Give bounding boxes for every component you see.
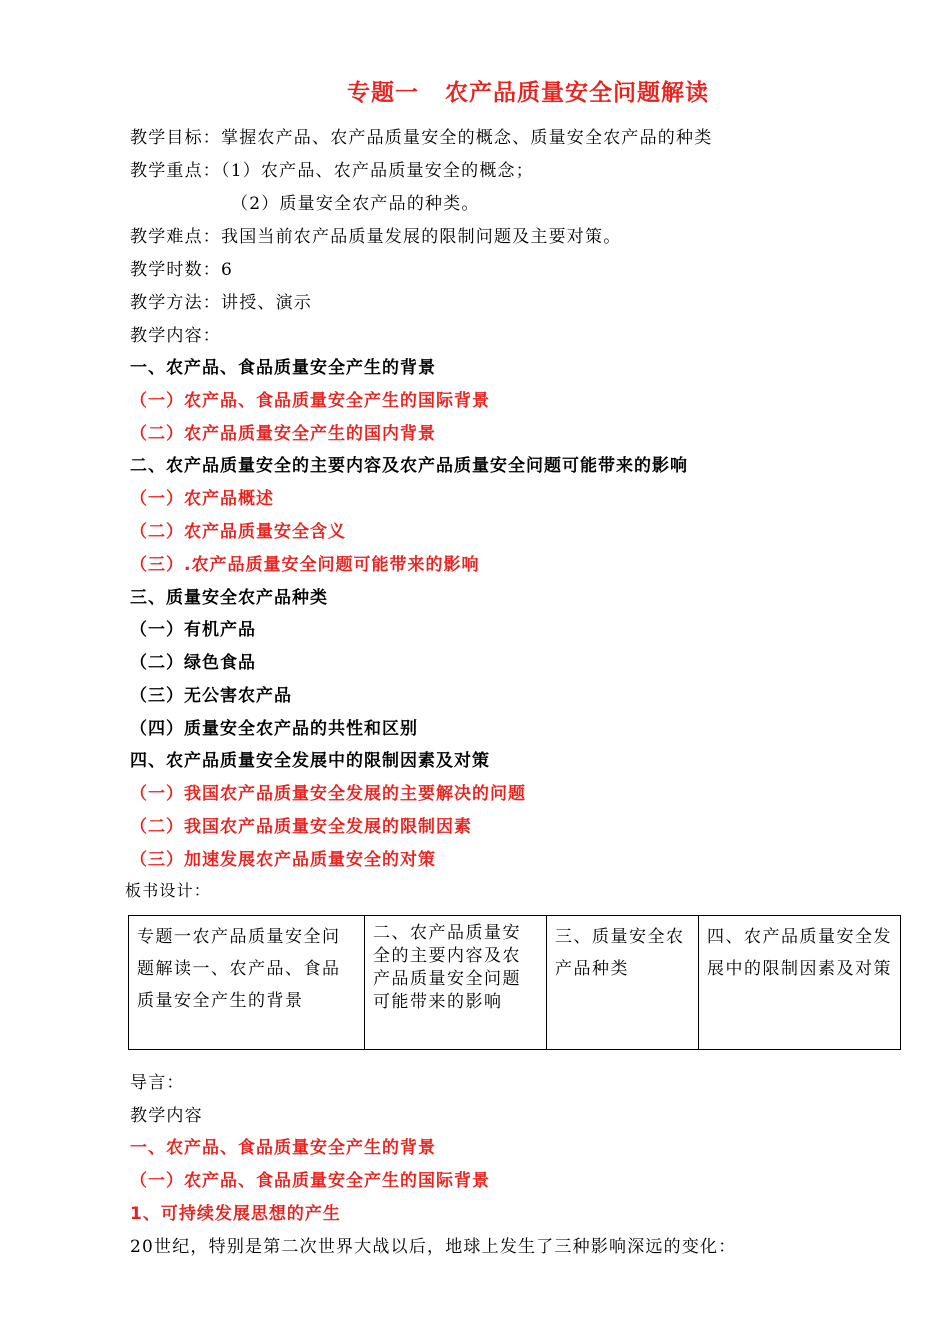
- outline-item: （二）农产品质量安全产生的国内背景: [130, 424, 436, 444]
- outline-item: （三）无公害农产品: [130, 686, 292, 706]
- outline-item: （一）农产品概述: [130, 489, 274, 509]
- outline-item: （二）农产品质量安全含义: [130, 522, 346, 542]
- point-heading: 1、可持续发展思想的产生: [130, 1204, 341, 1224]
- outline-item: （二）绿色食品: [130, 653, 256, 673]
- board-cell: 四、农产品质量安全发展中的限制因素及对策: [699, 916, 901, 1050]
- body-paragraph: 20世纪，特别是第二次世界大战以后，地球上发生了三种影响深远的变化：: [130, 1237, 737, 1257]
- outline-item: （一）有机产品: [130, 620, 256, 640]
- outline-item: 四、农产品质量安全发展中的限制因素及对策: [130, 751, 490, 771]
- title-part2: 农产品质量安全问题解读: [445, 79, 709, 106]
- outline-item: 三、质量安全农产品种类: [130, 588, 328, 608]
- outline-item: （四）质量安全农产品的共性和区别: [130, 719, 418, 739]
- body-content-label: 教学内容: [130, 1106, 203, 1126]
- outline-item: （一）农产品、食品质量安全产生的国际背景: [130, 391, 490, 411]
- outline-item: （二）我国农产品质量安全发展的限制因素: [130, 817, 472, 837]
- outline-item: 一、农产品、食品质量安全产生的背景: [130, 358, 436, 378]
- teaching-content-label: 教学内容：: [130, 326, 221, 346]
- teaching-difficulty: 教学难点：我国当前农产品质量发展的限制问题及主要对策。: [130, 227, 622, 247]
- intro-label: 导言：: [130, 1073, 185, 1093]
- teaching-focus-1: 教学重点：（1）农产品、农产品质量安全的概念；: [130, 161, 534, 181]
- outline-item: 二、农产品质量安全的主要内容及农产品质量安全问题可能带来的影响: [130, 456, 688, 476]
- table-row: [129, 916, 901, 1050]
- teaching-focus-2: （2）质量安全农产品的种类。: [231, 194, 480, 214]
- section-heading: 一、农产品、食品质量安全产生的背景: [130, 1138, 436, 1158]
- subsection-heading: （一）农产品、食品质量安全产生的国际背景: [130, 1171, 490, 1191]
- title-part1: 专题一: [347, 79, 419, 106]
- outline-item: （一）我国农产品质量安全发展的主要解决的问题: [130, 784, 526, 804]
- board-design-table: [128, 915, 901, 1050]
- board-cell: 三、质量安全农产品种类: [547, 916, 699, 1050]
- document-title: [347, 74, 709, 107]
- board-design-label: 板书设计：: [125, 881, 212, 900]
- teaching-goal: 教学目标：掌握农产品、农产品质量安全的概念、质量安全农产品的种类: [130, 128, 713, 148]
- teaching-hours: 教学时数：6: [130, 260, 234, 280]
- teaching-method: 教学方法：讲授、演示: [130, 293, 312, 313]
- outline-item: （三）.农产品质量安全问题可能带来的影响: [130, 555, 480, 575]
- outline-item: （三）加速发展农产品质量安全的对策: [130, 850, 436, 870]
- board-cell: 二、农产品质量安全的主要内容及农产品质量安全问题可能带来的影响: [365, 916, 547, 1050]
- board-cell: 专题一农产品质量安全问题解读一、农产品、食品质量安全产生的背景: [129, 916, 365, 1050]
